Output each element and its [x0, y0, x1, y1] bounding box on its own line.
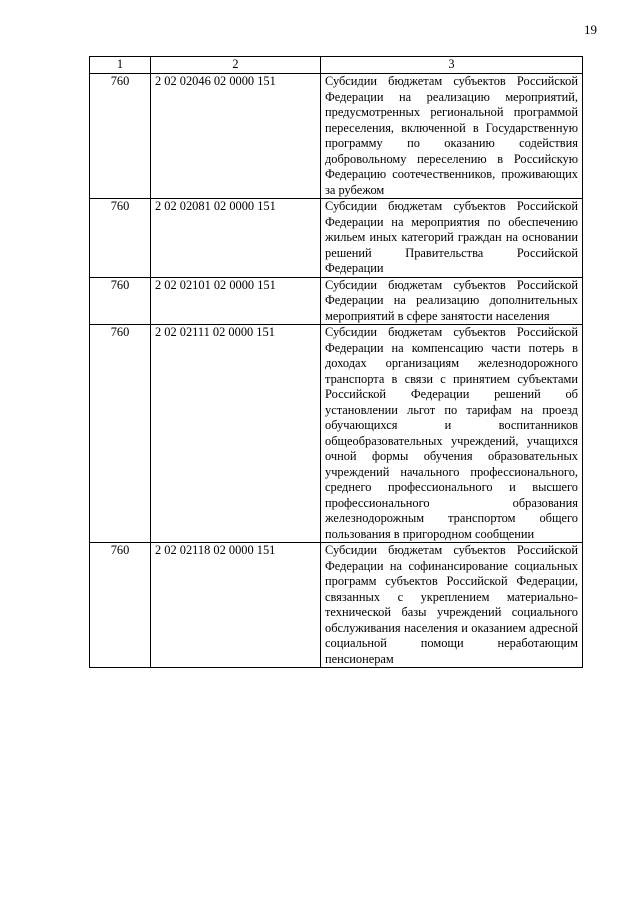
table-row	[90, 543, 583, 668]
revenue-name-cell: Субсидии бюджетам субъектов Российской Федерации на мероприятия по обеспечению жильем иных категорий граждан на основании решений Правительства Российской Федерации	[321, 199, 583, 278]
revenue-name-cell: Субсидии бюджетам субъектов Российской Федерации на реализацию мероприятий, предусмотренных региональной программой переселения, включенной в Государственную программу по оказанию содействия добровольному переселению в Российскую Федерацию соотечественников, проживающих за рубежом	[321, 74, 583, 199]
table-row	[90, 277, 583, 325]
revenue-name-cell: Субсидии бюджетам субъектов Российской Федерации на реализацию дополнительных мероприятий в сфере занятости населения	[321, 277, 583, 325]
table-row	[90, 325, 583, 543]
page-number: 19	[584, 22, 597, 37]
column-header-3: 3	[321, 57, 583, 74]
table-row	[90, 74, 583, 199]
table-header-row	[90, 57, 583, 74]
budget-code-cell: 2 02 02046 02 0000 151	[151, 74, 321, 199]
budget-code-cell: 2 02 02118 02 0000 151	[151, 543, 321, 668]
column-header-1: 1	[90, 57, 151, 74]
admin-code-cell: 760	[90, 74, 151, 199]
budget-code-cell: 2 02 02111 02 0000 151	[151, 325, 321, 543]
budget-revenue-table	[89, 56, 583, 668]
column-header-2: 2	[151, 57, 321, 74]
admin-code-cell: 760	[90, 199, 151, 278]
revenue-name-cell: Субсидии бюджетам субъектов Российской Федерации на компенсацию части потерь в доходах организациям железнодорожного транспорта в связи с принятием субъектами Российской Федерации решений об установлении льгот по тарифам на проезд обучающихся и воспитанников общеобразовательных учреждений, учащихся очной формы обучения образовательных учреждений начального профессионального, среднего профессионального и высшего профессионального образования железнодорожным транспортом общего пользования в пригородном сообщении	[321, 325, 583, 543]
admin-code-cell: 760	[90, 277, 151, 325]
budget-code-cell: 2 02 02101 02 0000 151	[151, 277, 321, 325]
revenue-name-cell: Субсидии бюджетам субъектов Российской Федерации на софинансирование социальных программ субъектов Российской Федерации, связанных с укреплением материально-технической базы учреждений социального обслуживания населения и оказанием адресной социальной помощи неработающим пенсионерам	[321, 543, 583, 668]
budget-code-cell: 2 02 02081 02 0000 151	[151, 199, 321, 278]
table-row	[90, 199, 583, 278]
admin-code-cell: 760	[90, 543, 151, 668]
admin-code-cell: 760	[90, 325, 151, 543]
